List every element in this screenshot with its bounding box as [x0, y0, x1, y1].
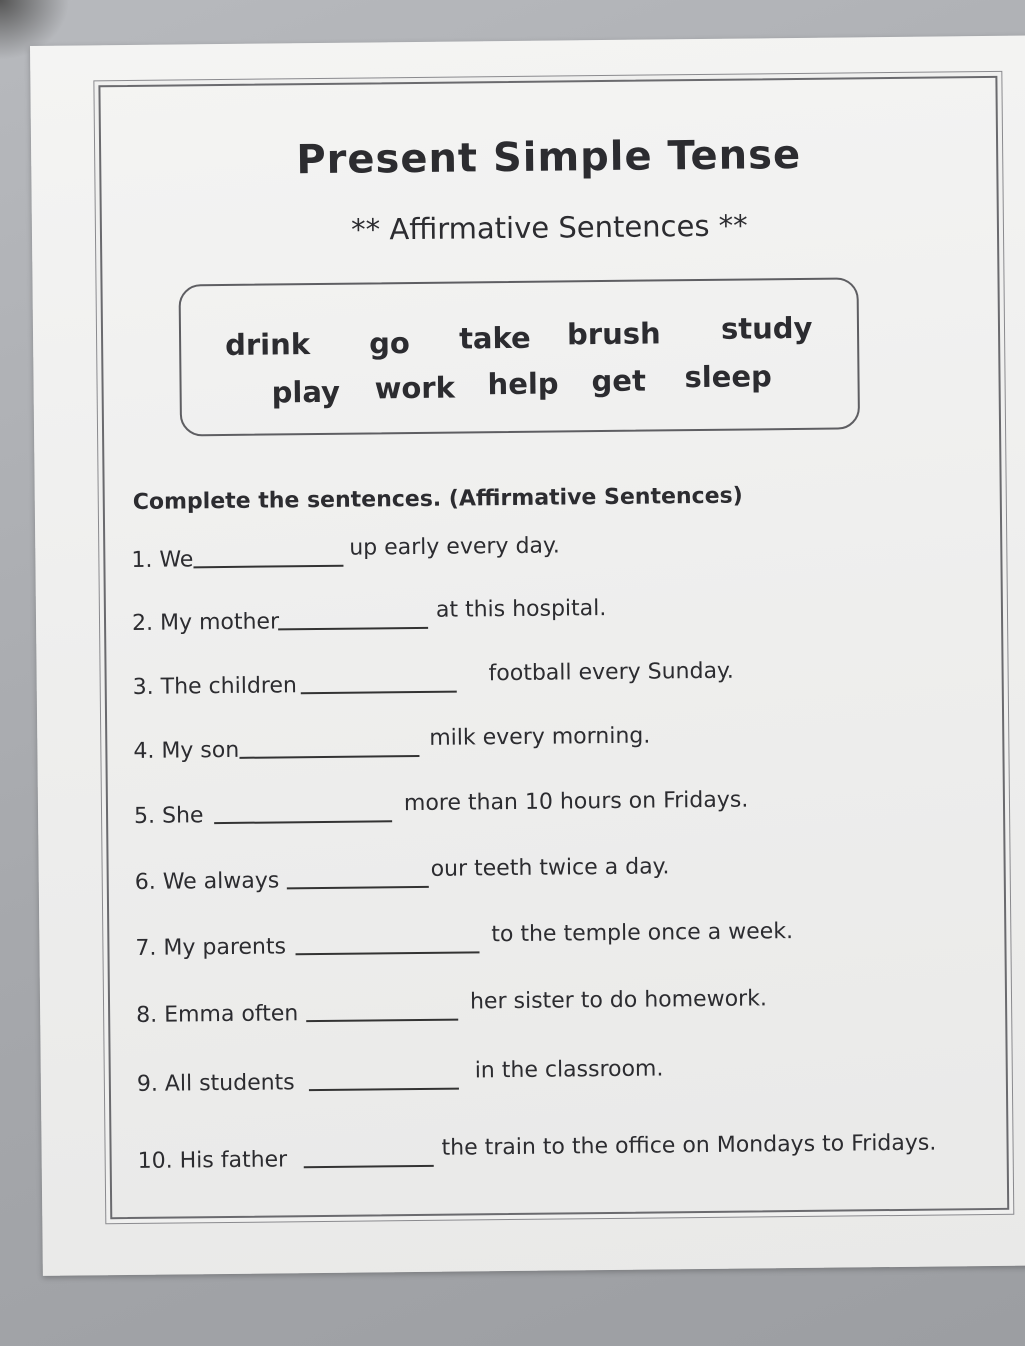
- worksheet-subtitle: ** Affirmative Sentences **: [350, 208, 748, 247]
- word-bank-item: take: [458, 320, 531, 356]
- sentence-end: in the classroom.: [474, 1056, 664, 1084]
- sentence-end: milk every morning.: [429, 723, 651, 751]
- sentence-start: 1. We: [131, 547, 194, 573]
- word-bank-item: go: [368, 326, 410, 361]
- sentence-start: 10. His father: [137, 1147, 288, 1174]
- sentence-end: to the temple once a week.: [491, 919, 794, 948]
- word-bank-item: brush: [566, 316, 661, 352]
- sentence-end: our teeth twice a day.: [430, 854, 670, 882]
- instructions: Complete the sentences. (Affirmative Sentences): [132, 483, 743, 515]
- sentence-end: football every Sunday.: [488, 658, 734, 687]
- worksheet-border: [98, 76, 1009, 1219]
- sentence-start: 5. She: [133, 803, 204, 829]
- answer-blank[interactable]: [287, 886, 429, 889]
- sentence-end: up early every day.: [349, 533, 560, 561]
- answer-blank[interactable]: [239, 755, 419, 759]
- word-bank-item: play: [271, 374, 341, 410]
- sentence-start: 2. My mother: [131, 609, 280, 636]
- word-bank-box: [179, 277, 861, 436]
- worksheet-paper: [30, 35, 1025, 1276]
- answer-blank[interactable]: [296, 951, 480, 955]
- answer-blank[interactable]: [304, 1165, 434, 1168]
- word-bank-item: get: [591, 363, 647, 399]
- word-bank-item: work: [374, 370, 456, 406]
- word-bank-item: drink: [224, 327, 311, 362]
- answer-blank[interactable]: [278, 627, 428, 631]
- sentence-start: 4. My son: [133, 737, 240, 764]
- answer-blank[interactable]: [301, 691, 457, 695]
- sentence-start: 9. All students: [136, 1070, 295, 1097]
- sentence-start: 3. The children: [132, 673, 298, 700]
- answer-blank[interactable]: [193, 565, 343, 569]
- answer-blank[interactable]: [214, 820, 392, 824]
- word-bank-item: help: [487, 366, 559, 402]
- sentence-end: more than 10 hours on Fridays.: [403, 787, 749, 817]
- sentence-start: 7. My parents: [135, 934, 287, 961]
- sentence-end: the train to the office on Mondays to Fridays.: [441, 1130, 937, 1161]
- sentence-end: her sister to do homework.: [469, 986, 768, 1015]
- worksheet-title: Present Simple Tense: [296, 131, 802, 184]
- sentence-start: 8. Emma often: [136, 1001, 299, 1028]
- sentence-start: 6. We always: [134, 868, 280, 895]
- answer-blank[interactable]: [306, 1019, 458, 1023]
- sentence-end: at this hospital.: [435, 595, 607, 623]
- word-bank-item: study: [720, 310, 813, 346]
- answer-blank[interactable]: [309, 1088, 459, 1092]
- word-bank-item: sleep: [684, 359, 772, 395]
